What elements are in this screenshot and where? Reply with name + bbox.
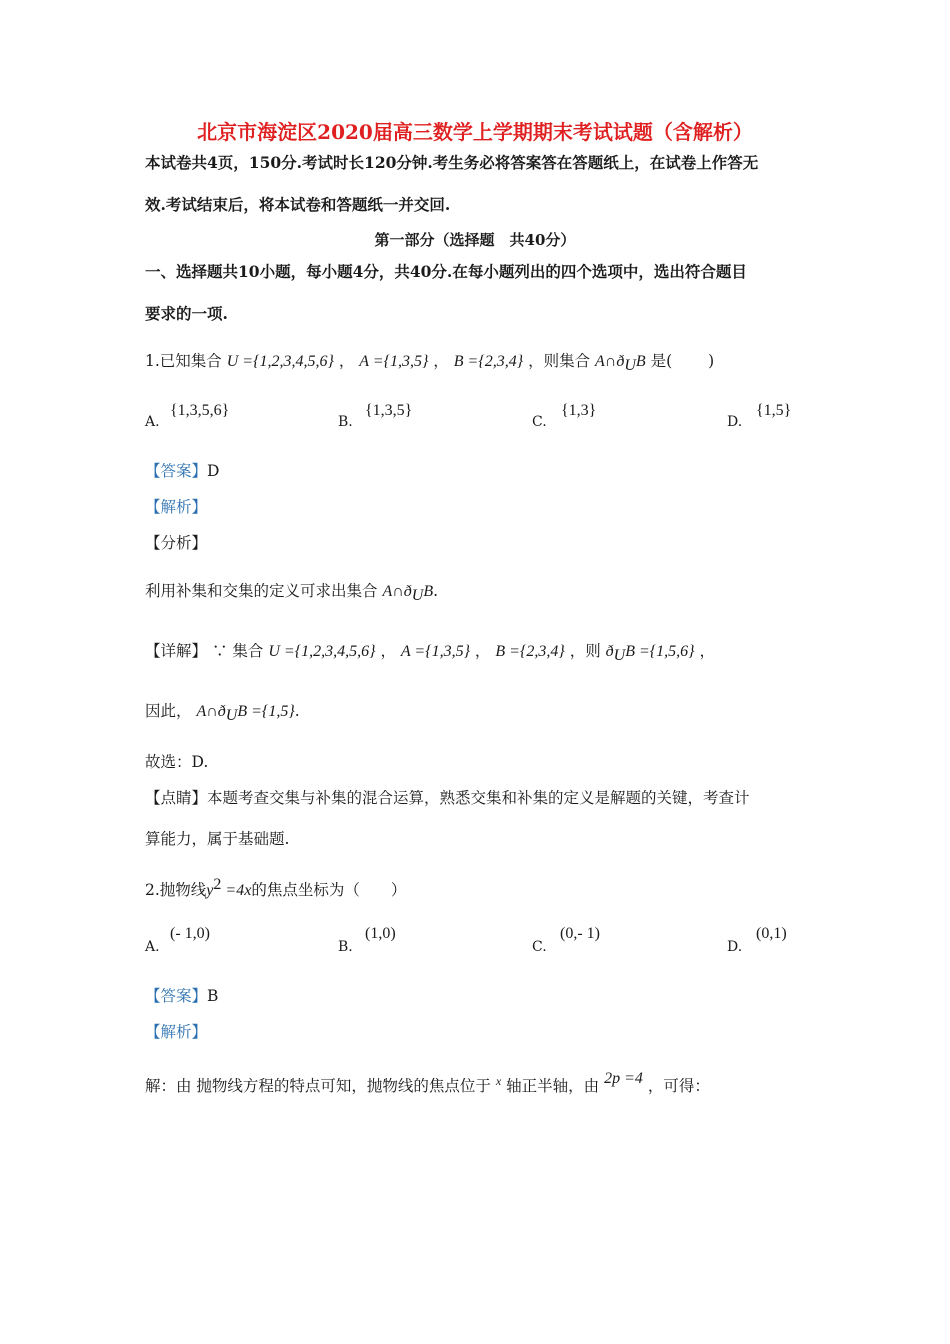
because-symbol: ∵: [211, 642, 228, 660]
q2-solution-text3: ，可得：: [647, 1077, 710, 1096]
section-line-1: 一、选择题共10小题，每小题4分，共40分.在每小题列出的四个选项中，选出符合题目: [145, 262, 747, 281]
q1-xiangjie-sep1: ，: [380, 642, 396, 660]
q1-answer: [145, 460, 219, 482]
q1-expr-sub: U: [624, 357, 636, 375]
q1-xiangjie-comp-val: B ={1,5,6}: [625, 643, 695, 660]
q1-prefix: 1.已知集合: [145, 352, 222, 370]
q2-solution-x: x: [495, 1074, 502, 1088]
q1-fenxi-body: 利用补集和交集的定义可求出集合: [145, 582, 378, 600]
q1-xiangjie-end: ，: [699, 642, 716, 660]
q2-option-c-value: (0,- 1): [560, 925, 600, 942]
intro-line-1: 本试卷共4页，150分.考试时长120分钟.考生务必将答案答在答题纸上，在试卷上作答无: [145, 153, 759, 172]
q1-answer-value: D: [207, 462, 220, 480]
q2-solution-line: [145, 1070, 710, 1098]
q1-stem: [145, 350, 714, 377]
q1-option-c-value: {1,3}: [561, 402, 597, 419]
q1-xiangjie-comp: ð: [605, 643, 614, 660]
q1-answer-tag: 【答案】: [145, 462, 208, 480]
q2-eq-exp: 2: [213, 876, 222, 893]
q2-answer-value: B: [207, 987, 219, 1005]
q2-prefix: 2.抛物线: [145, 881, 207, 900]
q2-option-d-letter: D.: [727, 939, 743, 955]
q1-option-d-letter: D.: [727, 414, 743, 430]
q1-dianjing-line-1: [145, 787, 750, 809]
q1-xiangjie: [145, 640, 715, 667]
q2-eq-y: y: [206, 882, 214, 900]
q1-u-set: U ={1,2,3,4,5,6}: [226, 353, 334, 370]
q2-option-b-value: (1,0): [365, 925, 396, 942]
q1-option-a-letter: A.: [145, 414, 160, 430]
q1-therefore-val: B ={1,5}: [237, 703, 295, 720]
q1-suffix: 是( ): [650, 352, 715, 370]
q2-suffix: 的焦点坐标为（ ）: [251, 881, 407, 900]
q1-option-a-value: {1,3,5,6}: [170, 402, 230, 419]
q1-option-b-letter: B.: [338, 414, 353, 430]
q1-xiangjie-u: U ={1,2,3,4,5,6}: [268, 643, 376, 660]
intro-line-2: 效.考试结束后，将本试卷和答题纸一并交回.: [145, 195, 451, 214]
q1-middle: ，则集合: [528, 352, 591, 370]
q1-dianjing-body: 本题考查交集与补集的混合运算，熟悉交集和补集的定义是解题的关键，考查计: [207, 789, 750, 807]
q1-fenxi-text: [145, 580, 438, 607]
q2-option-a-value: (- 1,0): [170, 925, 210, 942]
q2-option-a-letter: A.: [145, 939, 160, 955]
q1-b-set: B ={2,3,4}: [453, 353, 524, 370]
part-heading: 第一部分（选择题 共40分）: [374, 231, 576, 249]
q1-sep-1: ，: [338, 352, 355, 370]
q1-fenxi-end: .: [433, 582, 439, 600]
q2-option-c-letter: C.: [532, 939, 547, 955]
q1-option-c-letter: C.: [532, 414, 547, 430]
q1-xiangjie-then: ，则: [569, 642, 601, 660]
q2-option-d-value: (0,1): [756, 925, 787, 942]
q1-expr: A∩ð: [595, 353, 625, 370]
q1-therefore: [145, 700, 300, 727]
section-line-2: 要求的一项.: [145, 304, 228, 323]
q1-option-d-value: {1,5}: [756, 402, 792, 419]
q1-xiangjie-a: A ={1,3,5}: [400, 643, 470, 660]
q2-eq-rest: =4x: [221, 882, 252, 900]
q2-stem: [145, 874, 406, 902]
page-title: 北京市海淀区2020届高三数学上学期期末考试试题（含解析）: [197, 120, 753, 144]
q1-fenxi-expr: A∩ð: [382, 583, 412, 600]
q1-xiangjie-tag: 【详解】: [145, 642, 208, 660]
q1-fenxi-expr-tail: B: [423, 583, 434, 600]
q1-dianjing-tag: 【点睛】: [145, 789, 208, 807]
q1-xiangjie-sep2: ，: [474, 642, 491, 660]
q1-xiangjie-comp-sub: U: [613, 647, 626, 665]
q1-therefore-sub: U: [225, 707, 238, 725]
q1-sep-2: ，: [433, 352, 449, 370]
q1-dianjing-line-2: 算能力，属于基础题.: [145, 830, 290, 848]
q1-therefore-expr: A∩ð: [196, 703, 226, 720]
q2-solution-text1: 解：由 抛物线方程的特点可知，抛物线的焦点位于: [145, 1077, 491, 1096]
q2-solution-eq: 2p =4: [604, 1070, 643, 1088]
q2-jiexi-tag: 【解析】: [145, 1023, 208, 1041]
q1-xiangjie-text1: 集合: [232, 642, 264, 660]
q2-answer: [145, 985, 218, 1007]
q2-option-b-letter: B.: [338, 939, 353, 955]
q1-a-set: A ={1,3,5}: [359, 353, 429, 370]
q1-expr-tail: B: [635, 353, 646, 370]
q1-jiexi-tag: 【解析】: [145, 498, 208, 516]
q2-answer-tag: 【答案】: [145, 987, 208, 1005]
q1-fenxi-tag: 【分析】: [145, 534, 208, 552]
q2-solution-text2: 轴正半轴，由: [506, 1077, 600, 1096]
q1-xiangjie-b: B ={2,3,4}: [495, 643, 565, 660]
q1-therefore-text: 因此，: [145, 702, 192, 720]
q1-fenxi-expr-sub: U: [411, 587, 424, 605]
q1-choose: 故选：D.: [145, 753, 209, 771]
q1-option-b-value: {1,3,5}: [365, 402, 413, 419]
q1-therefore-end: .: [294, 702, 300, 720]
